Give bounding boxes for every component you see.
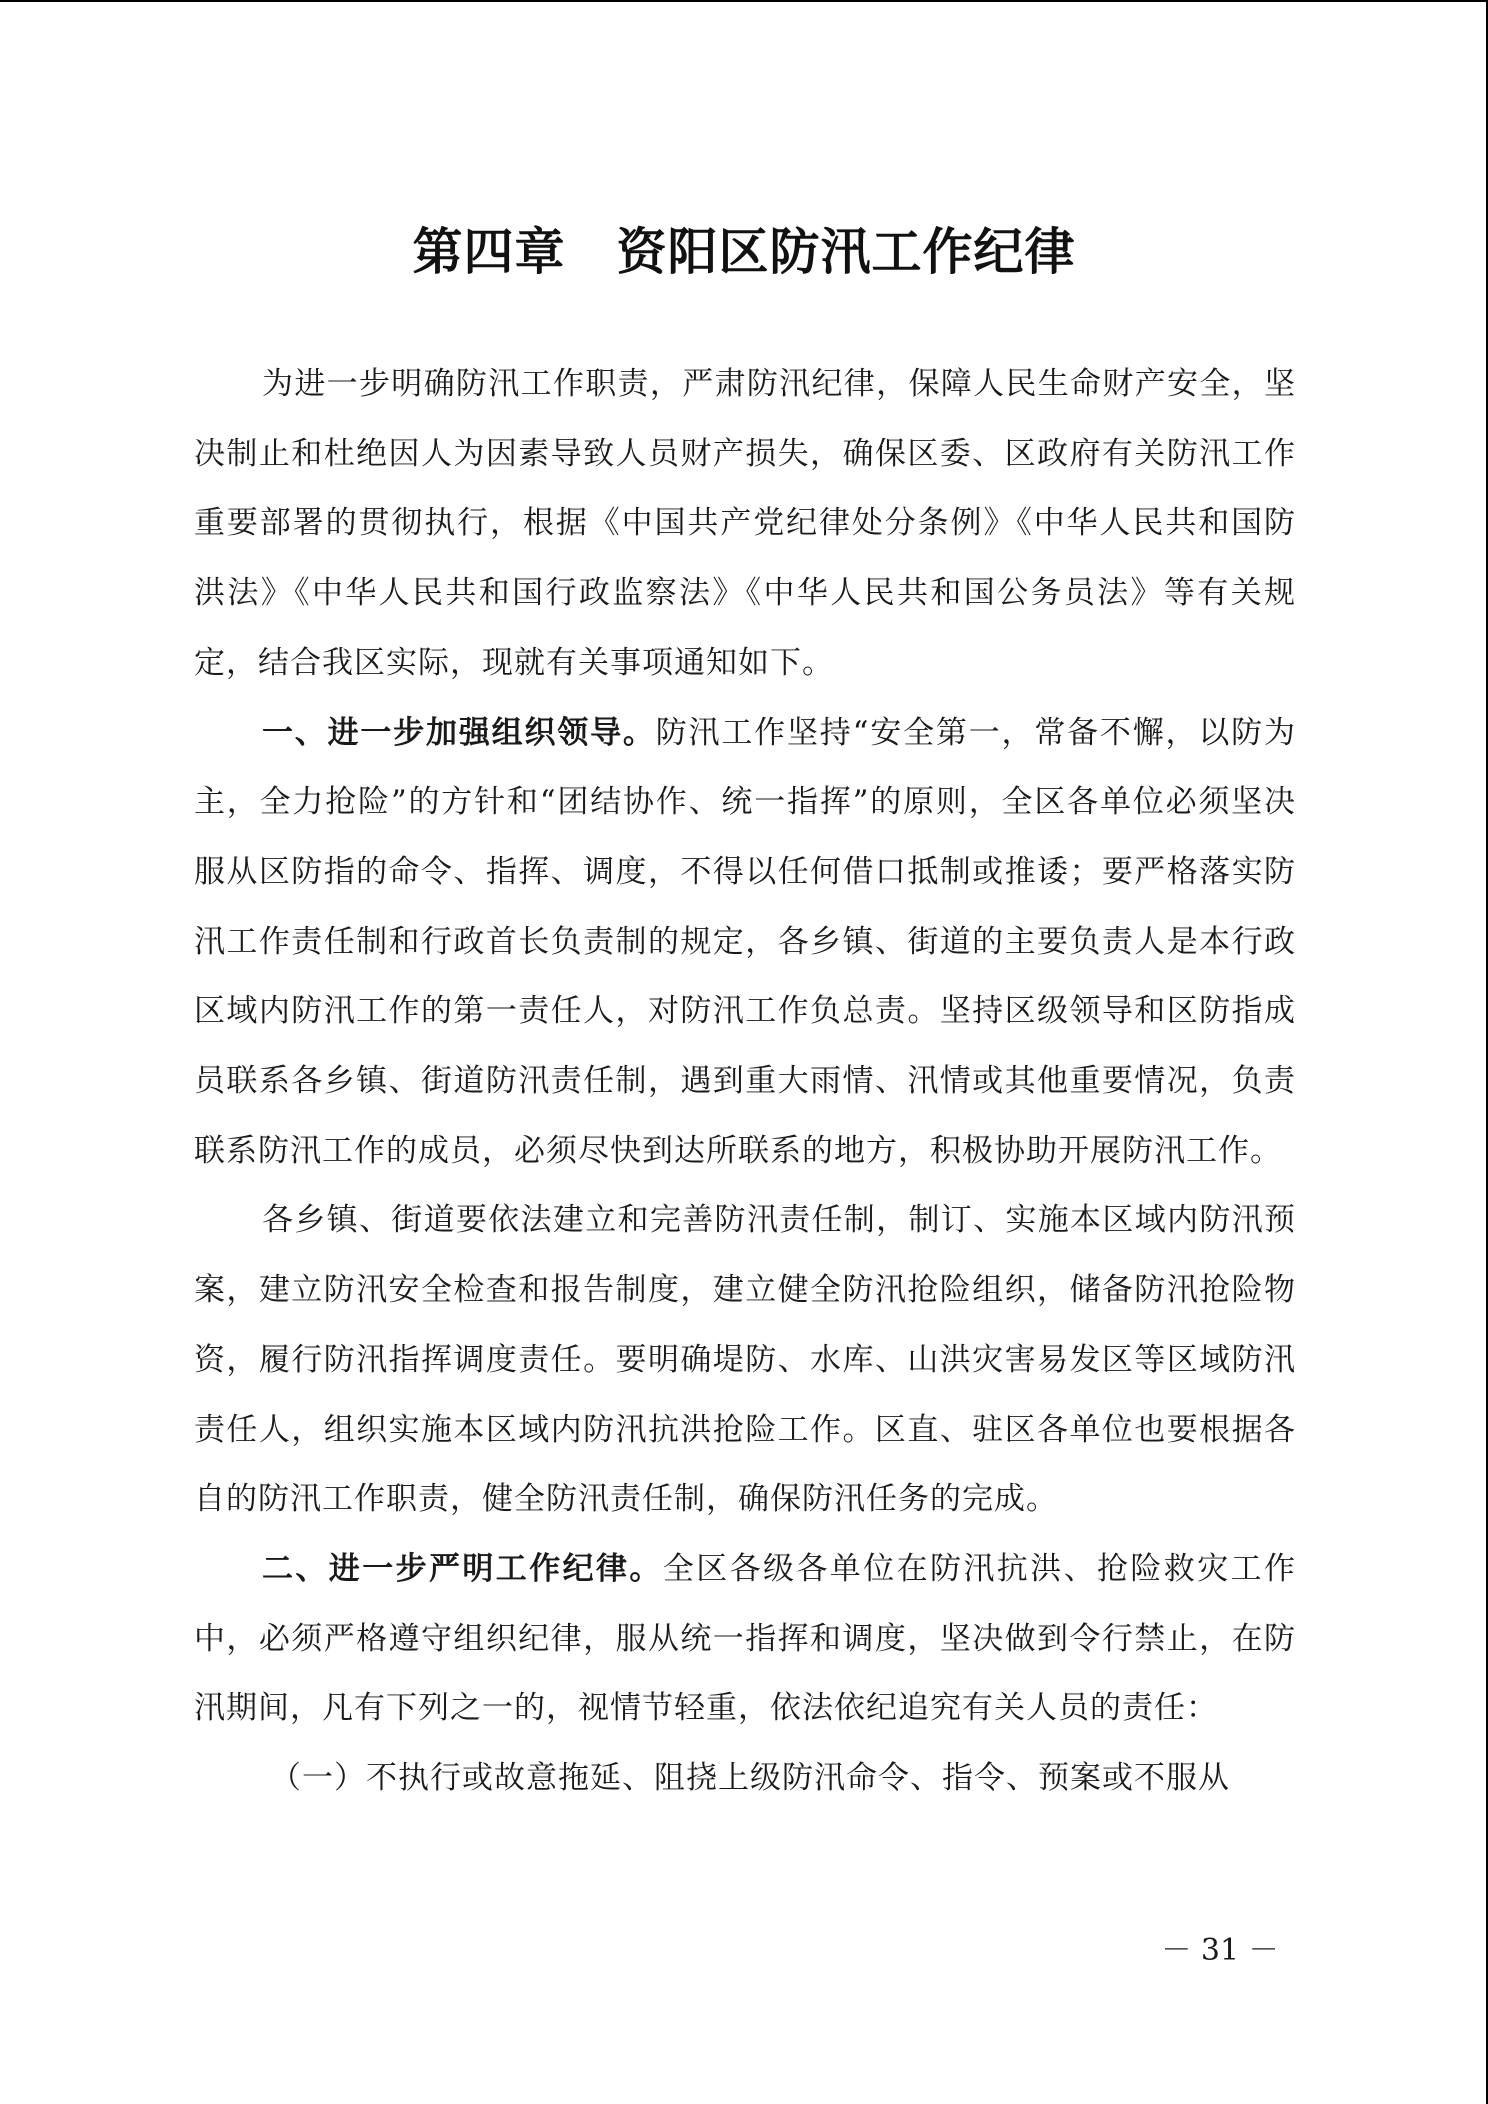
section2-paragraph	[194, 1535, 1296, 1744]
section1-text: 防汛工作坚持“安全第一，常备不懈，以防为主，全力抢险”的方针和“团结协作、统一指挥”的原则，全区各单位必须坚决服从区防指的命令、指挥、调度，不得以任何借口抵制或推诿；要严格落实防汛工作责任制和行政首长负责制的规定，各乡镇、街道的主要负责人是本行政区域内防汛工作的第一责任人，对防汛工作负总责。坚持区级领导和区防指成员联系各乡镇、街道防汛责任制，遇到重大雨情、汛情或其他重要情况，负责联系防汛工作的成员，必须尽快到达所联系的地方，积极协助开展防汛工作。	[194, 714, 1296, 1169]
section1-paragraph	[194, 699, 1296, 1187]
chapter-title: 第四章 资阳区防汛工作纪律	[412, 222, 1076, 281]
document-body	[194, 350, 1296, 1814]
section2-item-1: （一）不执行或故意拖延、阻挠上级防汛命令、指令、预案或不服从	[270, 1760, 1230, 1797]
section1-paragraph-2: 各乡镇、街道要依法建立和完善防汛责任制，制订、实施本区域内防汛预案，建立防汛安全检查和报告制度，建立健全防汛抢险组织，储备防汛抢险物资，履行防汛指挥调度责任。要明确堤防、水库、山洪灾害易发区等区域防汛责任人，组织实施本区域内防汛抗洪抢险工作。区直、驻区各单位也要根据各自的防汛工作职责，健全防汛责任制，确保防汛任务的完成。	[194, 1202, 1296, 1518]
section2-heading: 二、进一步严明工作纪律。	[262, 1550, 663, 1587]
page-border-top	[0, 0, 1488, 2]
section1-heading: 一、进一步加强组织领导。	[262, 714, 656, 751]
page-number: － 31 －	[1161, 1933, 1279, 1968]
section2-text: 全区各级各单位在防汛抗洪、抢险救灾工作中，必须严格遵守组织纪律，服从统一指挥和调度，坚决做到令行禁止，在防汛期间，凡有下列之一的，视情节轻重，依法依纪追究有关人员的责任：	[194, 1550, 1297, 1727]
intro-paragraph: 为进一步明确防汛工作职责，严肃防汛纪律，保障人民生命财产安全，坚决制止和杜绝因人为因素导致人员财产损失，确保区委、区政府有关防汛工作重要部署的贯彻执行，根据《中国共产党纪律处分条例》《中华人民共和国防洪法》《中华人民共和国行政监察法》《中华人民共和国公务员法》等有关规定，结合我区实际，现就有关事项通知如下。	[194, 366, 1296, 681]
